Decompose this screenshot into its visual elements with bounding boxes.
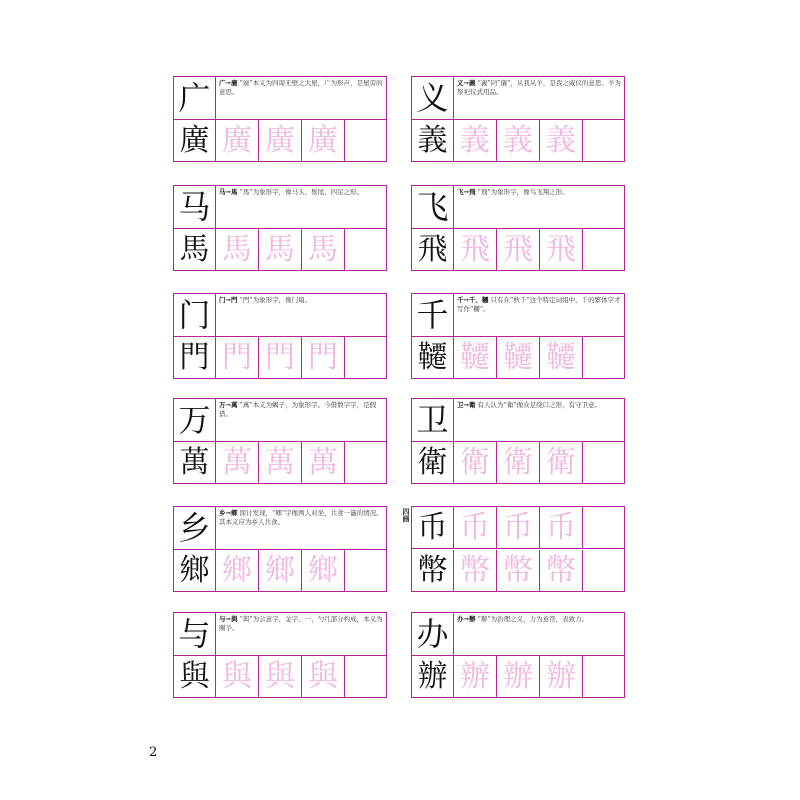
tracing-char: 幣	[454, 550, 497, 592]
explanation-body: 有人认为“衛”像众足绕口之形，有守卫意。	[477, 401, 602, 409]
traditional-char: 萬	[174, 442, 216, 483]
explanation-body: “馬”为象形字，像马头、鬃尾、四足之形。	[239, 188, 364, 196]
tracing-char: 衛	[540, 442, 583, 483]
explanation-body: “與”为会意字，金字、一、勺几部分构成，本义为赐予。	[219, 615, 383, 632]
character-card	[411, 185, 625, 271]
traditional-char: 鄉	[174, 550, 216, 591]
blank-practice-cell	[345, 656, 386, 697]
character-card	[173, 612, 387, 698]
traditional-char: 幣	[412, 550, 454, 592]
blank-practice-cell	[583, 507, 624, 549]
tracing-char: 萬	[302, 442, 345, 483]
explanation-body: “義”同“儀”，从我从羊，是我之威仪的意思。羊为祭祀仪式用品。	[457, 79, 621, 96]
traditional-char: 衛	[412, 442, 454, 483]
tracing-char: 與	[302, 656, 345, 697]
tracing-char: 與	[216, 656, 259, 697]
tracing-char: 萬	[216, 442, 259, 483]
character-card	[411, 612, 625, 698]
explanation-heading: 广→廣	[219, 79, 238, 87]
tracing-char: 門	[302, 337, 345, 378]
character-card	[411, 76, 625, 162]
explanation-heading: 飞→飛	[457, 188, 476, 196]
traditional-char: 辦	[412, 656, 454, 697]
tracing-char: 韆	[540, 337, 583, 378]
tracing-char: 廣	[259, 120, 302, 161]
explanation-heading: 卫→衛	[457, 401, 476, 409]
explanation-heading: 万→萬	[219, 401, 238, 409]
tracing-char: 辦	[454, 656, 497, 697]
explanation-text	[219, 188, 383, 212]
explanation-heading: 马→馬	[219, 188, 238, 196]
blank-practice-cell	[583, 120, 624, 161]
tracing-char: 義	[497, 120, 540, 161]
tracing-char: 義	[540, 120, 583, 161]
explanation-body: 只有在“秋千”这个特定词组中，千的繁体字才写作“韆”。	[457, 296, 621, 313]
character-card	[411, 398, 625, 484]
explanation-body: “廣”本义为四周无壁之大屋，广为形声，是屋旁的意思。	[219, 79, 383, 96]
traditional-char: 飛	[412, 229, 454, 270]
traditional-char: 與	[174, 656, 216, 697]
simplified-char: 马	[174, 186, 216, 228]
explanation-text	[219, 296, 383, 320]
explanation-body: 探讨发现，“鄉”字像两人对坐，共食一簋的情况。其本义应为乡人共食。	[219, 509, 383, 526]
tracing-char: 與	[259, 656, 302, 697]
simplified-char: 门	[174, 294, 216, 336]
tracing-char: 辦	[540, 656, 583, 697]
blank-practice-cell	[583, 337, 624, 378]
simplified-char: 千	[412, 294, 454, 336]
character-card	[173, 293, 387, 379]
explanation-text	[457, 615, 621, 639]
explanation-heading: 办→辦	[457, 615, 476, 623]
simplified-char: 乡	[174, 507, 216, 549]
explanation-body: “飛”为象形字，像鸟飞翔之形。	[477, 188, 569, 196]
traditional-char: 義	[412, 120, 454, 161]
explanation-text	[219, 401, 383, 425]
explanation-body: “辦”为治理之义，力为意符，表致力。	[477, 615, 589, 623]
simplified-char: 币	[412, 507, 454, 549]
tracing-char: 币	[540, 507, 583, 549]
simplified-char: 万	[174, 399, 216, 441]
tracing-char: 飛	[540, 229, 583, 270]
traditional-char: 廣	[174, 120, 216, 161]
simplified-char: 与	[174, 613, 216, 655]
tracing-char: 門	[259, 337, 302, 378]
tracing-char: 韆	[454, 337, 497, 378]
explanation-body: “萬”本义为蝎子，为象形字。今借数字字，是假借。	[219, 401, 377, 418]
simplified-char: 义	[412, 77, 454, 119]
blank-practice-cell	[345, 120, 386, 161]
tracing-char: 萬	[259, 442, 302, 483]
character-card	[411, 293, 625, 379]
blank-practice-cell	[583, 656, 624, 697]
character-card	[173, 506, 387, 592]
explanation-text	[457, 296, 621, 320]
blank-practice-cell	[345, 550, 386, 591]
tracing-char: 義	[454, 120, 497, 161]
character-card	[173, 185, 387, 271]
explanation-text	[457, 79, 621, 103]
tracing-char: 廣	[302, 120, 345, 161]
tracing-char: 鄉	[302, 550, 345, 591]
tracing-char: 幣	[540, 550, 583, 592]
tracing-char: 币	[454, 507, 497, 549]
character-card	[411, 506, 625, 592]
tracing-char: 馬	[302, 229, 345, 270]
traditional-char: 門	[174, 337, 216, 378]
section-label: 四画	[402, 508, 411, 522]
traditional-char: 韆	[412, 337, 454, 378]
simplified-char: 卫	[412, 399, 454, 441]
explanation-heading: 义→義	[457, 79, 476, 87]
traditional-char: 馬	[174, 229, 216, 270]
tracing-char: 廣	[216, 120, 259, 161]
explanation-text	[457, 401, 621, 425]
simplified-char: 广	[174, 77, 216, 119]
explanation-text	[219, 79, 383, 103]
explanation-heading: 与→與	[219, 615, 238, 623]
blank-practice-cell	[583, 442, 624, 483]
explanation-heading: 千→千、韆	[457, 296, 489, 304]
tracing-char: 飛	[497, 229, 540, 270]
character-card	[173, 76, 387, 162]
tracing-char: 飛	[454, 229, 497, 270]
blank-practice-cell	[583, 550, 624, 592]
simplified-char: 办	[412, 613, 454, 655]
explanation-text	[219, 509, 383, 533]
tracing-char: 馬	[216, 229, 259, 270]
page-number: 2	[149, 745, 158, 760]
tracing-char: 馬	[259, 229, 302, 270]
blank-practice-cell	[345, 229, 386, 270]
explanation-body: “門”为象形字，像门扇。	[239, 296, 312, 304]
explanation-heading: 乡→鄉	[219, 509, 238, 517]
tracing-char: 韆	[497, 337, 540, 378]
tracing-char: 幣	[497, 550, 540, 592]
blank-practice-cell	[345, 442, 386, 483]
explanation-text	[219, 615, 383, 639]
explanation-text	[457, 188, 621, 212]
tracing-char: 衛	[454, 442, 497, 483]
tracing-char: 币	[497, 507, 540, 549]
tracing-char: 衛	[497, 442, 540, 483]
tracing-char: 辦	[497, 656, 540, 697]
tracing-char: 鄉	[259, 550, 302, 591]
explanation-heading: 门→門	[219, 296, 238, 304]
tracing-char: 鄉	[216, 550, 259, 591]
simplified-char: 飞	[412, 186, 454, 228]
tracing-char: 門	[216, 337, 259, 378]
character-card	[173, 398, 387, 484]
blank-practice-cell	[583, 229, 624, 270]
blank-practice-cell	[345, 337, 386, 378]
